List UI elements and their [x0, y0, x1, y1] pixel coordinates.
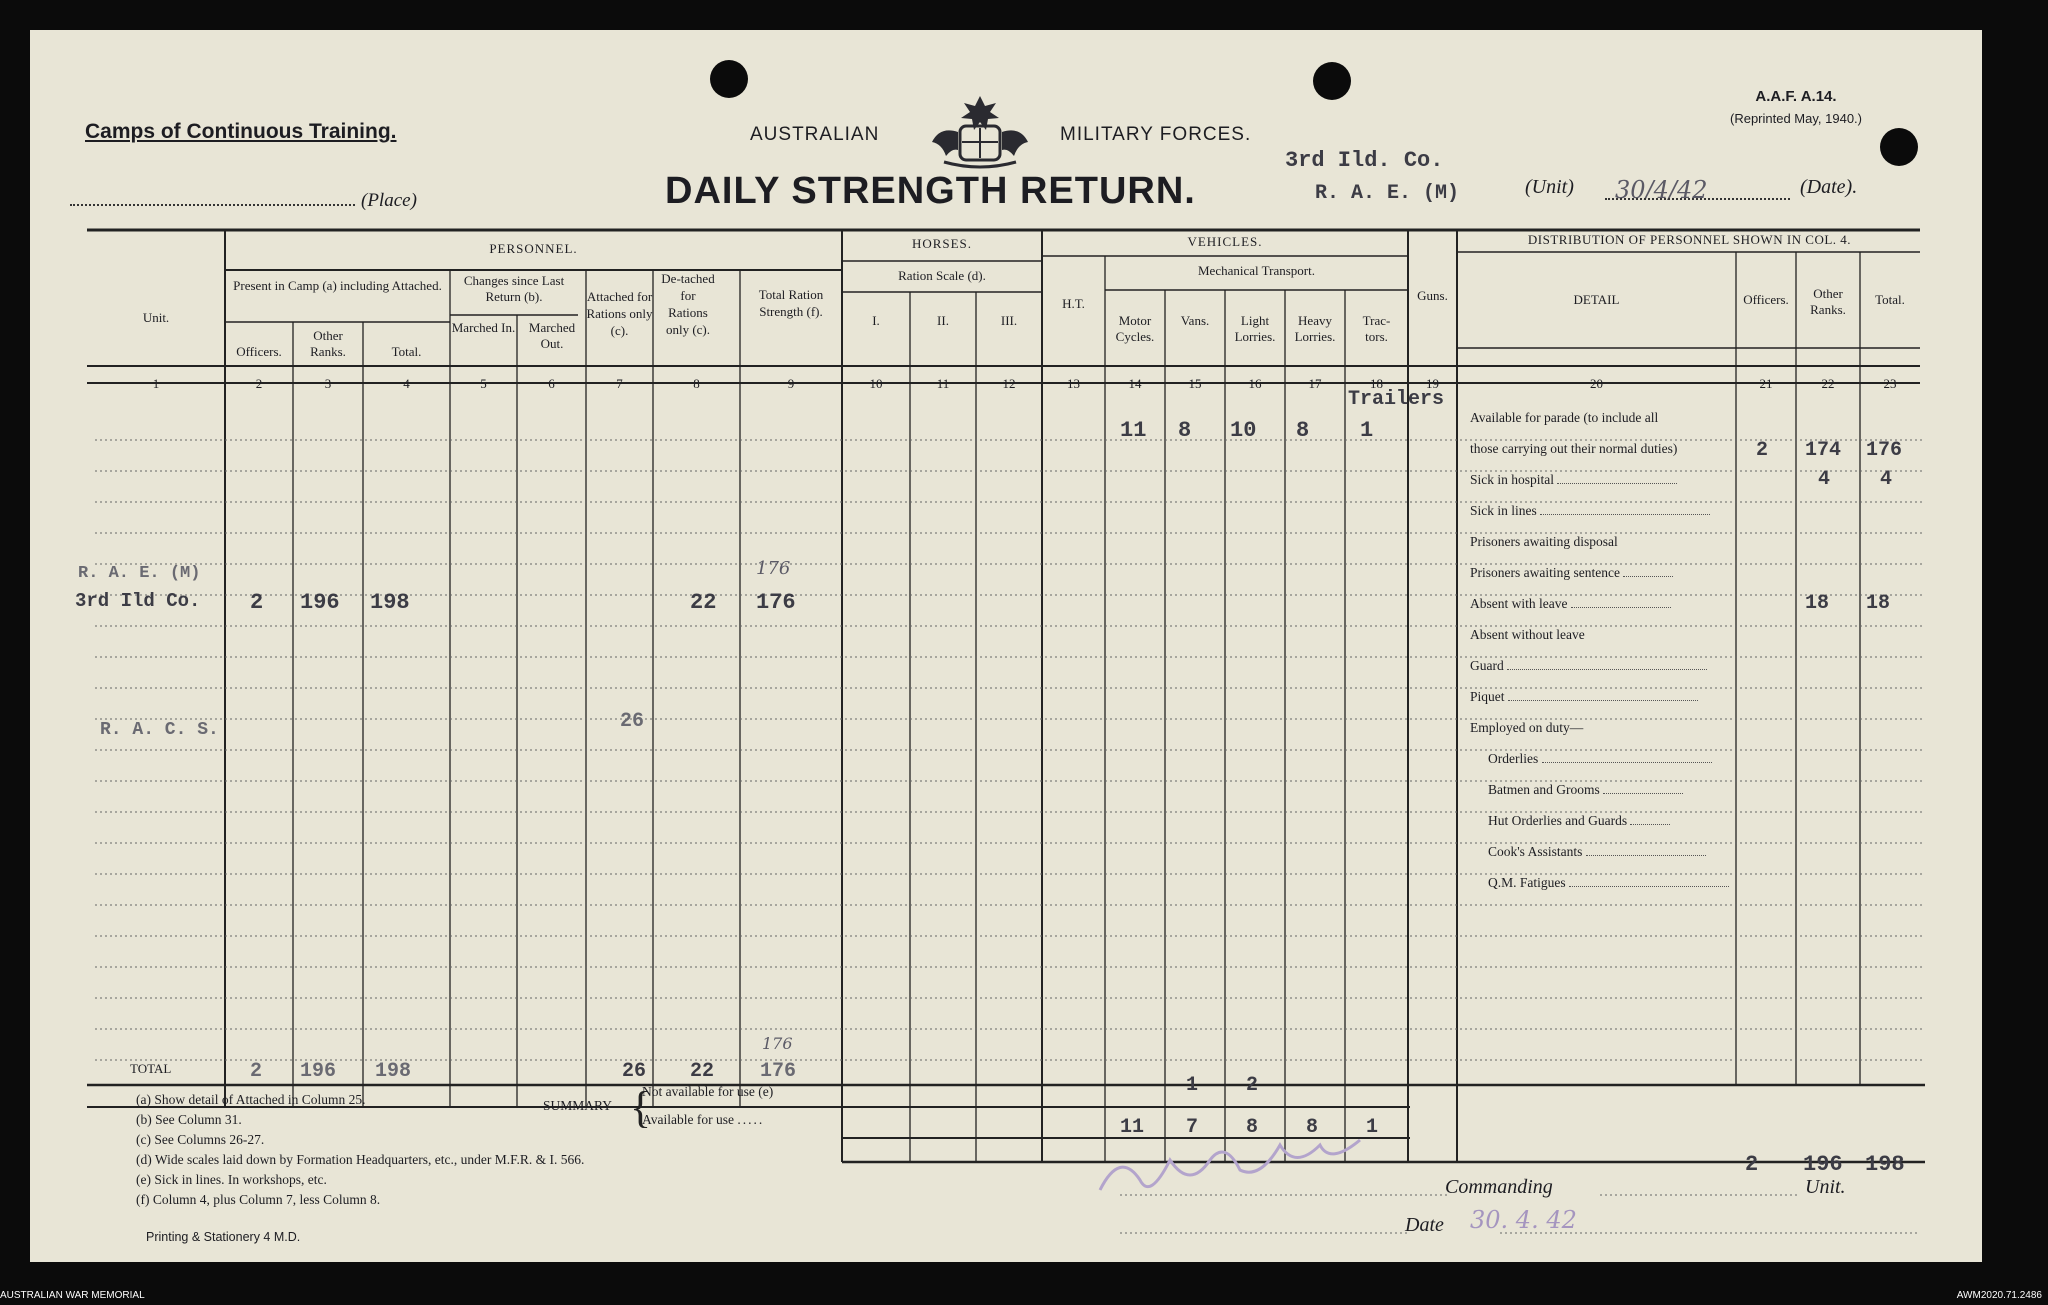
col-number: 16	[1248, 376, 1262, 391]
footnote: (b) See Column 31.	[136, 1112, 242, 1127]
mech-transport-header: Mechanical Transport.	[1198, 263, 1315, 278]
col-number: 9	[787, 376, 795, 391]
detail-row	[1470, 441, 1915, 472]
total-label: TOTAL	[130, 1061, 172, 1076]
col-number: 17	[1308, 376, 1322, 391]
total-total: 198	[375, 1060, 412, 1083]
vehicles-header: VEHICLES.	[1187, 234, 1263, 249]
col-tractors-header: Trac-tors.	[1362, 313, 1391, 344]
entry-heavy: 8	[1296, 418, 1310, 443]
detail-row	[1470, 720, 1915, 751]
detail-label: Batmen and Grooms	[1488, 782, 1600, 797]
col-other-ranks-header: Other Ranks.	[310, 328, 346, 359]
col-number: 19	[1426, 376, 1439, 391]
col-number: 3	[324, 376, 332, 391]
detail-label: Orderlies	[1488, 751, 1539, 766]
detail-label: Sick in lines	[1470, 503, 1537, 518]
detail-officers: 2	[1756, 439, 1769, 462]
detail-row	[1470, 410, 1915, 441]
detail-row	[1488, 844, 1915, 875]
form-code: A.A.F. A.14.	[1755, 88, 1837, 105]
col-number: 5	[480, 376, 487, 391]
footnote: (e) Sick in lines. In workshops, etc.	[136, 1172, 327, 1187]
detail-row	[1488, 875, 1915, 906]
summary-av-heavy: 8	[1306, 1116, 1319, 1139]
summary-brace: {	[630, 1083, 652, 1132]
unit-sign-label: Unit.	[1805, 1176, 1846, 1198]
detail-label: Absent with leave	[1470, 596, 1568, 611]
detail-label: Guard	[1470, 658, 1504, 673]
horses-header: HORSES.	[911, 236, 973, 251]
australian-label: AUSTRALIAN	[750, 124, 880, 145]
detail-row	[1488, 813, 1915, 844]
detail-label: Prisoners awaiting disposal	[1470, 534, 1618, 549]
commanding-label: Commanding	[1445, 1176, 1553, 1198]
detail-total: 18	[1866, 592, 1891, 615]
total-ration-above: 176	[762, 1034, 793, 1053]
detail-row	[1488, 751, 1915, 782]
col-light-header: Light Lorries.	[1234, 313, 1276, 344]
detail-other-ranks: 4	[1818, 468, 1831, 491]
col-number: 6	[548, 376, 555, 391]
detail-row	[1488, 782, 1915, 813]
detail-label: Cook's Assistants	[1488, 844, 1583, 859]
typed-unit-line1: 3rd Ild. Co.	[1285, 148, 1444, 173]
detail-row	[1470, 565, 1915, 596]
col-marched-out-header: Marched Out.	[528, 320, 576, 351]
col-number: 22	[1821, 376, 1835, 391]
summary-na-light: 2	[1246, 1074, 1259, 1097]
detail-label: Employed on duty—	[1470, 720, 1584, 735]
printer-note: Printing & Stationery 4 M.D.	[146, 1230, 301, 1244]
col-motor-header: Motor Cycles.	[1115, 313, 1155, 344]
col-number: 11	[936, 376, 950, 391]
total-other-ranks: 196	[300, 1060, 337, 1083]
col-number: 15	[1188, 376, 1202, 391]
entry-motor: 11	[1120, 418, 1147, 443]
footnote: (f) Column 4, plus Column 7, less Column 8.	[136, 1192, 381, 1207]
col-ht-header: H.T.	[1062, 296, 1085, 311]
form-title: DAILY STRENGTH RETURN.	[665, 170, 1196, 212]
col-horse-1-header: I.	[872, 313, 880, 328]
detail-label: those carrying out their normal duties)	[1470, 441, 1678, 456]
col-heavy-header: Heavy Lorries.	[1294, 313, 1336, 344]
total-detached: 22	[690, 1060, 715, 1083]
entry-vans: 8	[1178, 418, 1192, 443]
signature-officers: 2	[1745, 1152, 1759, 1177]
summary-av-motor: 11	[1120, 1116, 1145, 1139]
signature-icon	[1090, 1130, 1430, 1220]
entry-rasc-attached: 26	[620, 710, 645, 733]
detail-total: 176	[1866, 439, 1903, 462]
detail-row	[1470, 468, 1915, 503]
typed-unit-line2: R. A. E. (M)	[1315, 182, 1460, 205]
col-detail-header: DETAIL	[1573, 292, 1620, 307]
entry-ration: 176	[756, 590, 796, 615]
total-attached: 26	[622, 1060, 647, 1083]
col-number: 14	[1128, 376, 1142, 391]
col-d-other-header: Other Ranks.	[1810, 286, 1846, 317]
distribution-header: DISTRIBUTION OF PERSONNEL SHOWN IN COL. 4.	[1527, 232, 1852, 247]
form-sheet	[30, 30, 1982, 1262]
detail-total: 4	[1880, 468, 1893, 491]
military-forces-label: MILITARY FORCES.	[1060, 124, 1252, 145]
summary-av-vans: 7	[1186, 1116, 1199, 1139]
detail-row	[1470, 658, 1915, 689]
col-detached-header: De-tached for Rations only (c).	[661, 271, 715, 337]
col-number: 12	[1002, 376, 1016, 391]
col-d-officers-header: Officers.	[1743, 292, 1789, 307]
col-marched-in-header: Marched In.	[451, 320, 516, 335]
col-horse-3-header: III.	[1000, 313, 1018, 328]
signature-total: 198	[1865, 1152, 1905, 1177]
archive-id: AWM2020.71.2486	[1956, 1290, 2042, 1301]
footnote: (a) Show detail of Attached in Column 25.	[136, 1092, 366, 1107]
archive-label: AUSTRALIAN WAR MEMORIAL	[0, 1290, 145, 1301]
col-number: 20	[1590, 376, 1603, 391]
col-number: 4	[403, 376, 410, 391]
detail-row	[1470, 503, 1915, 534]
col-unit-header: Unit.	[142, 310, 170, 325]
detail-row	[1470, 627, 1915, 658]
total-ration: 176	[760, 1060, 797, 1083]
entry-officers: 2	[250, 590, 264, 615]
col-number: 13	[1067, 376, 1080, 391]
entry-other-ranks: 196	[300, 590, 340, 615]
written-date: 30/4/42	[1615, 176, 1708, 204]
reprint-note: (Reprinted May, 1940.)	[1730, 111, 1862, 126]
unit-label: (Unit)	[1525, 176, 1574, 198]
col-number: 1	[152, 376, 160, 391]
summary-available-label: Available for use	[642, 1112, 734, 1127]
detail-label: Piquet	[1470, 689, 1505, 704]
total-officers: 2	[250, 1060, 263, 1083]
entry-total: 198	[370, 590, 410, 615]
detail-label: Available for parade (to include all	[1470, 410, 1659, 425]
detail-row	[1470, 592, 1915, 627]
detail-label: Q.M. Fatigues	[1488, 875, 1566, 890]
entry-unit-line1: R. A. E. (M)	[78, 564, 201, 583]
col-attached-header: Attached for Rations only (c).	[586, 289, 653, 338]
detail-other-ranks: 174	[1805, 439, 1842, 462]
summary-label: SUMMARY	[543, 1098, 613, 1113]
summary-na-vans: 1	[1186, 1074, 1199, 1097]
detail-label: Sick in hospital	[1470, 472, 1554, 487]
detail-row	[1470, 534, 1915, 565]
col-number: 23	[1883, 376, 1897, 391]
entry-rasc-unit: R. A. C. S.	[100, 720, 219, 740]
sign-date: 30. 4. 42	[1470, 1206, 1577, 1234]
entry-unit-line2: 3rd Ild Co.	[75, 590, 201, 612]
col-total-header: Total.	[391, 344, 422, 359]
summary-available: Available for use .....	[642, 1112, 765, 1127]
entry-trailers: Trailers	[1348, 388, 1445, 411]
detail-label: Prisoners awaiting sentence	[1470, 565, 1620, 580]
col-number: 21	[1759, 376, 1773, 391]
entry-light: 10	[1230, 418, 1257, 443]
col-officers-header: Officers.	[236, 344, 282, 359]
ration-scale-header: Ration Scale (d).	[898, 268, 986, 283]
entry-detached: 22	[690, 590, 717, 615]
footnote: (c) See Columns 26-27.	[136, 1132, 265, 1147]
date-label: (Date).	[1800, 176, 1858, 198]
entry-ration-above: 176	[756, 558, 791, 579]
signature-other-ranks: 196	[1803, 1152, 1843, 1177]
entry-tractors: 1	[1360, 418, 1374, 443]
summary-av-light: 8	[1246, 1116, 1259, 1139]
col-guns-header: Guns.	[1417, 288, 1448, 303]
sign-date-label: Date	[1405, 1214, 1444, 1236]
summary-not-available: Not available for use (e)	[642, 1084, 774, 1099]
detail-row	[1470, 689, 1915, 720]
col-d-total-header: Total.	[1875, 292, 1905, 307]
col-vans-header: Vans.	[1180, 313, 1210, 328]
col-number: 8	[693, 376, 700, 391]
camps-heading: Camps of Continuous Training.	[85, 120, 397, 143]
footnote: (d) Wide scales laid down by Formation Headquarters, etc., under M.F.R. & I. 566.	[136, 1152, 585, 1167]
col-number: 18	[1370, 376, 1383, 391]
col-number: 7	[616, 376, 623, 391]
changes-header: Changes since Last Return (b).	[463, 273, 565, 304]
detail-other-ranks: 18	[1805, 592, 1830, 615]
place-label: (Place)	[361, 190, 417, 211]
col-number: 2	[255, 376, 263, 391]
present-header: Present in Camp (a) including Attached.	[233, 278, 442, 293]
detail-label: Absent without leave	[1470, 627, 1585, 642]
detail-label: Hut Orderlies and Guards	[1488, 813, 1628, 828]
col-horse-2-header: II.	[937, 313, 949, 328]
personnel-header: PERSONNEL.	[489, 241, 578, 256]
summary-av-tractors: 1	[1366, 1116, 1379, 1139]
col-ration-header: Total Ration Strength (f).	[758, 287, 824, 319]
col-number: 10	[869, 376, 883, 391]
